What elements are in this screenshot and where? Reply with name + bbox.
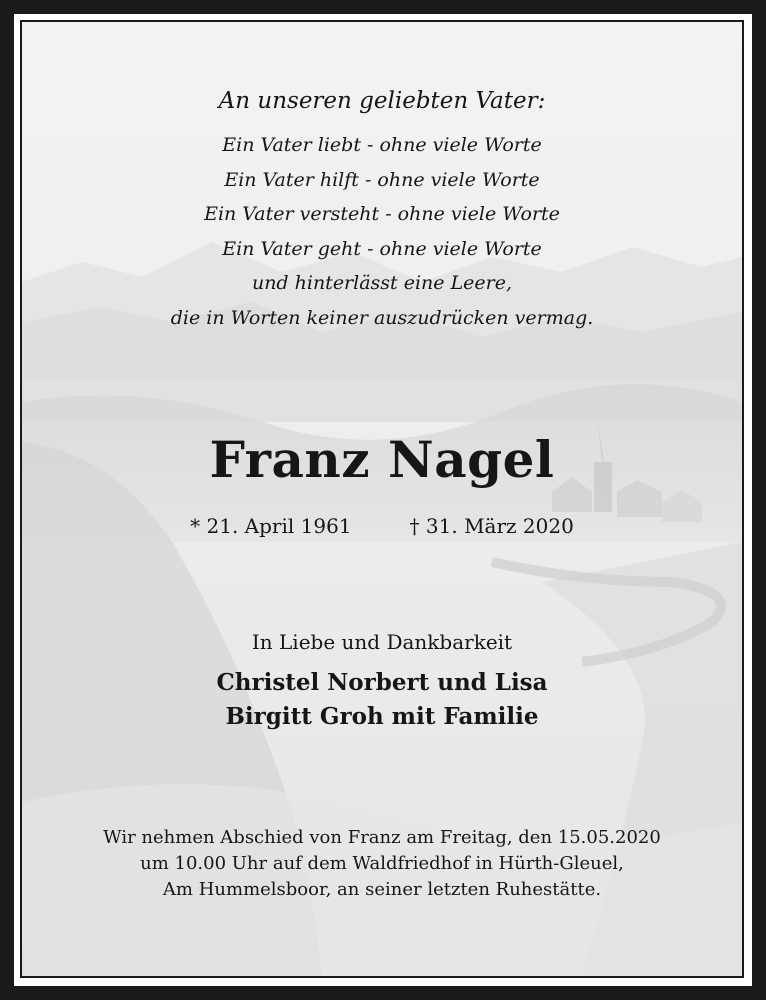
life-dates bbox=[22, 512, 742, 540]
deceased-name: Franz Nagel bbox=[209, 430, 555, 489]
poem-line: Ein Vater versteht - ohne viele Worte bbox=[204, 203, 560, 225]
birth-date: * 21. April 1961 bbox=[190, 514, 352, 538]
poem-verse bbox=[22, 128, 742, 335]
death-date: † 31. März 2020 bbox=[409, 514, 574, 538]
notice-line: um 10.00 Uhr auf dem Waldfriedhof in Hürth-Gleuel, bbox=[140, 853, 624, 874]
mourners-intro: In Liebe und Dankbarkeit bbox=[251, 630, 513, 654]
mourners-names bbox=[22, 666, 742, 734]
notice-line: Wir nehmen Abschied von Franz am Freitag, den 15.05.2020 bbox=[103, 827, 661, 848]
obituary-card bbox=[20, 20, 744, 978]
poem-line: Ein Vater geht - ohne viele Worte bbox=[222, 237, 542, 260]
notice-line: Am Hummelsboor, an seiner letzten Ruhestätte. bbox=[162, 879, 602, 900]
funeral-notice bbox=[22, 825, 742, 903]
poem-line: die in Worten keiner auszudrücken vermag. bbox=[170, 306, 594, 329]
mourner-line: Christel Norbert und Lisa bbox=[216, 669, 548, 696]
mourner-line: Birgitt Groh mit Familie bbox=[225, 703, 539, 730]
obituary-content bbox=[22, 22, 742, 976]
poem-line: und hinterlässt eine Leere, bbox=[251, 272, 513, 294]
poem-line: Ein Vater liebt - ohne viele Worte bbox=[222, 134, 542, 156]
poem-line: Ein Vater hilft - ohne viele Worte bbox=[224, 168, 540, 191]
poem-heading: An unseren geliebten Vater: bbox=[218, 88, 546, 114]
